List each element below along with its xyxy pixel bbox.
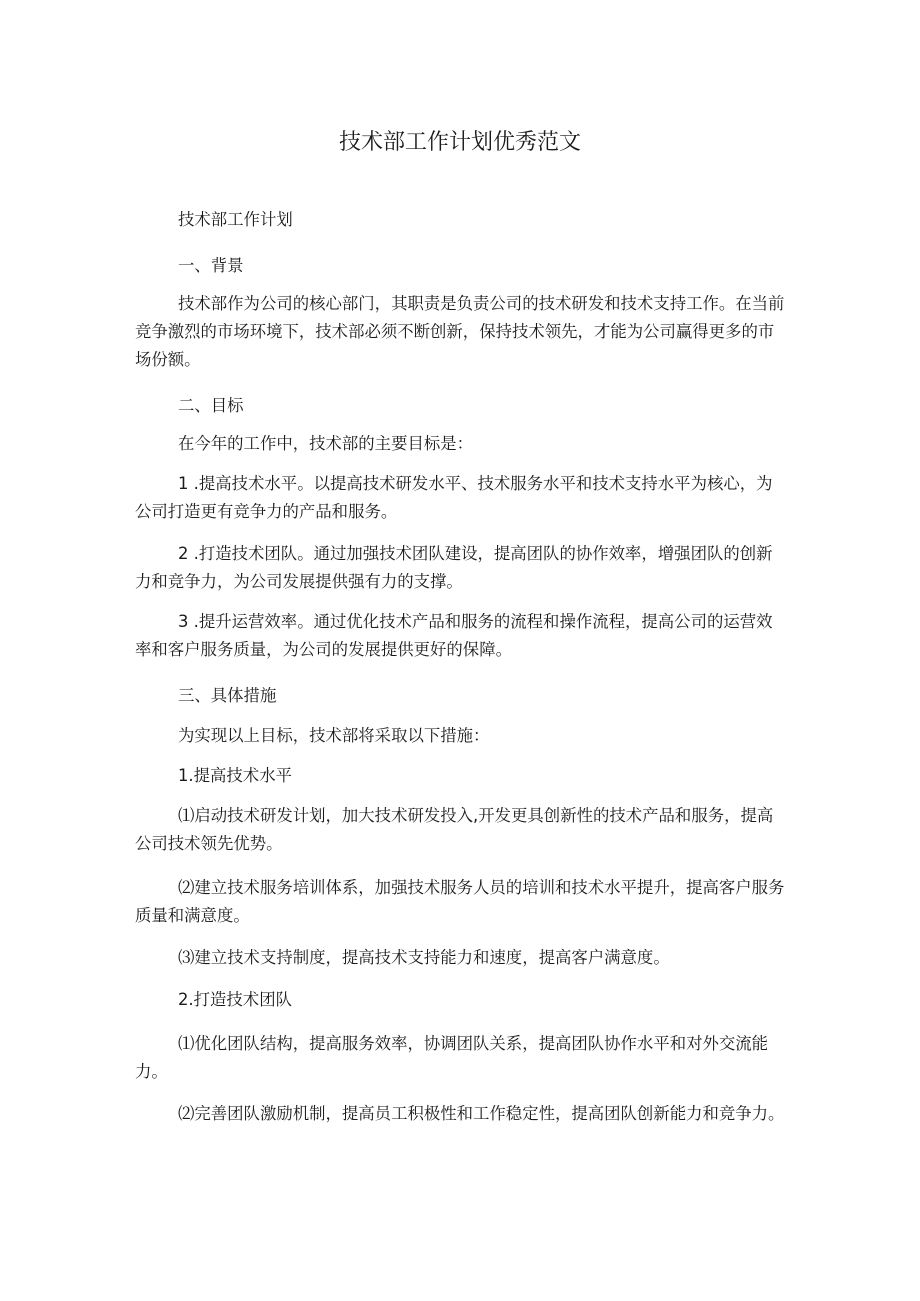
paragraph-goals-intro: 在今年的工作中，技术部的主要目标是： bbox=[178, 434, 474, 453]
goal-item-3: 3 .提升运营效率。通过优化技术产品和服务的流程和操作流程，提高公司的运营效率和客户服务质量，为公司的发展提供更好的保障。 bbox=[135, 612, 773, 659]
measure-item-1-3: ⑶建立技术支持制度，提高技术支持能力和速度，提高客户满意度。 bbox=[178, 948, 670, 967]
goal-item-1: 1 .提高技术水平。以提高技术研发水平、技术服务水平和技术支持水平为核心，为公司打造更有竞争力的产品和服务。 bbox=[135, 474, 773, 521]
section-heading-goals: 二、目标 bbox=[178, 396, 244, 415]
measure-item-1-2: ⑵建立技术服务培训体系，加强技术服务人员的培训和技术水平提升，提高客户服务质量和满意度。 bbox=[135, 878, 785, 925]
paragraph-background: 技术部作为公司的核心部门，其职责是负责公司的技术研发和技术支持工作。在当前竞争激烈的市场环境下，技术部必须不断创新，保持技术领先，才能为公司赢得更多的市场份额。 bbox=[135, 294, 785, 369]
paragraph-measures-intro: 为实现以上目标，技术部将采取以下措施： bbox=[178, 726, 490, 745]
subsection-heading-2: 2.打造技术团队 bbox=[178, 990, 292, 1009]
measure-item-2-1: ⑴优化团队结构，提高服务效率，协调团队关系，提高团队协作水平和对外交流能力。 bbox=[135, 1034, 769, 1081]
subsection-heading-1: 1.提高技术水平 bbox=[178, 766, 292, 785]
page-title: 技术部工作计划优秀范文 bbox=[338, 130, 581, 155]
measure-item-2-2: ⑵完善团队激励机制，提高员工积极性和工作稳定性，提高团队创新能力和竞争力。 bbox=[178, 1104, 785, 1123]
subtitle: 技术部工作计划 bbox=[178, 210, 293, 229]
section-heading-background: 一、背景 bbox=[178, 256, 244, 275]
measure-item-1-1: ⑴启动技术研发计划，加大技术研发投入,开发更具创新性的技术产品和服务，提高公司技术领先优势。 bbox=[135, 806, 774, 853]
goal-item-2: 2 .打造技术团队。通过加强技术团队建设，提高团队的协作效率，增强团队的创新力和竞争力，为公司发展提供强有力的支撑。 bbox=[135, 544, 773, 591]
section-heading-measures: 三、具体措施 bbox=[178, 686, 277, 705]
